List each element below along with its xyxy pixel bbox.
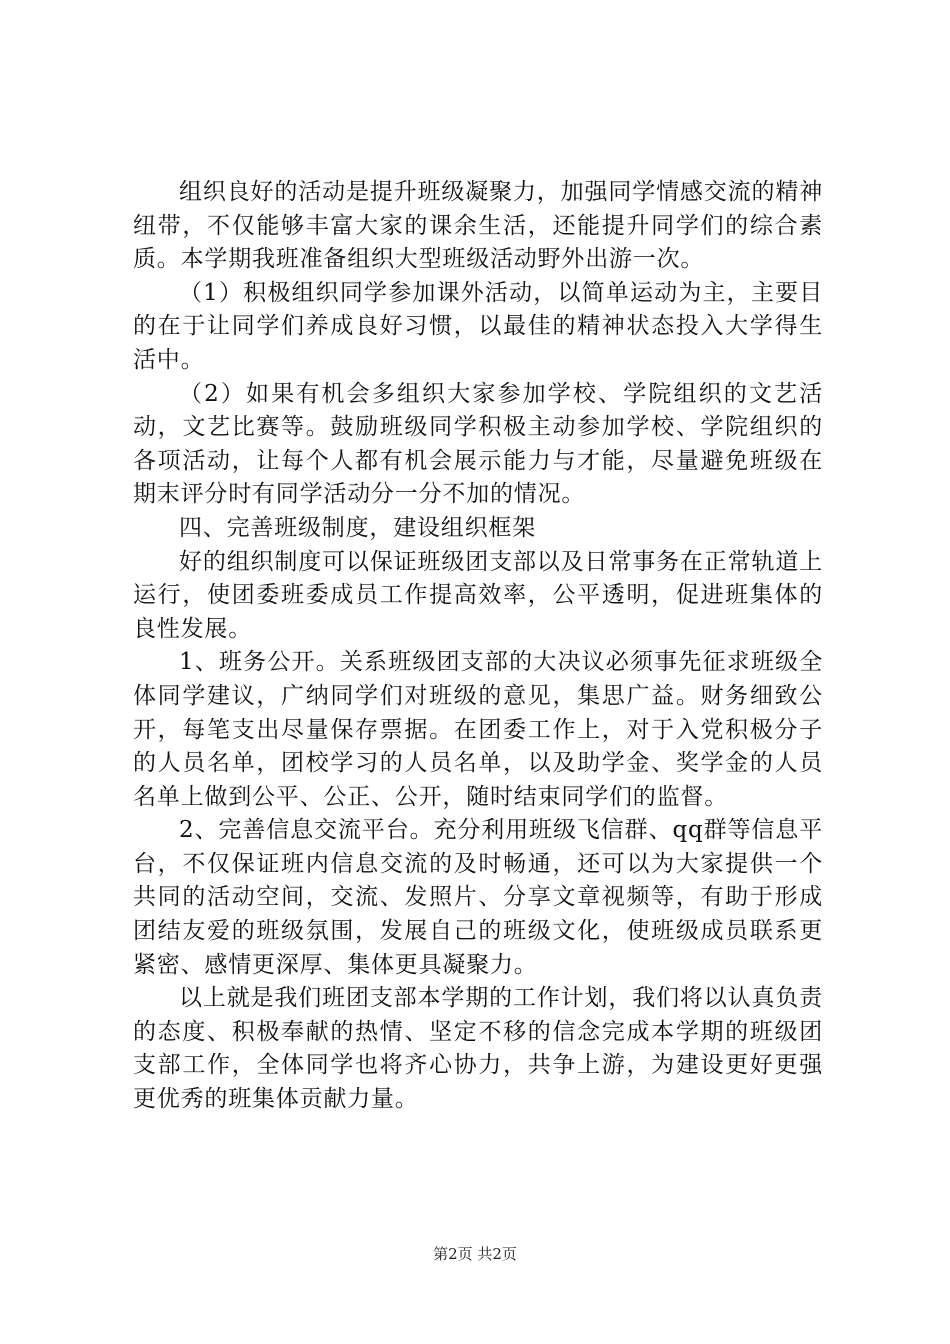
paragraph-item-2-arts: （2）如果有机会多组织大家参加学校、学院组织的文艺活动，文艺比赛等。鼓励班级同学积极主动参加学校、学院组织的各项活动，让每个人都有机会展示能力与才能，尽量避免班级在期末评分时有同学活动分一分不加的情况。 <box>133 380 823 508</box>
paragraph-system-intro: 好的组织制度可以保证班级团支部以及日常事务在正常轨道上运行，使团委班委成员工作提高效率，公平透明，促进班集体的良性发展。 <box>133 548 823 642</box>
section-heading-four: 四、完善班级制度，建设组织框架 <box>179 514 536 541</box>
paragraph-point-2-platform: 2、完善信息交流平台。充分利用班级飞信群、qq群等信息平台，不仅保证班内信息交流的及时畅通，还可以为大家提供一个共同的活动空间，交流、发照片、分享文章视频等，有助于形成团结友爱的班级氛围，发展自己的班级文化，使班级成员联系更紧密、感情更深厚、集体更具凝聚力。 <box>133 817 823 978</box>
paragraph-conclusion: 以上就是我们班团支部本学期的工作计划，我们将以认真负责的态度、积极奉献的热情、坚定不移的信念完成本学期的班级团支部工作，全体同学也将齐心协力，共争上游，为建设更好更强更优秀的班集体贡献力量。 <box>133 985 823 1113</box>
paragraph-activities-intro: 组织良好的活动是提升班级凝聚力，加强同学情感交流的精神纽带，不仅能够丰富大家的课余生活，还能提升同学们的综合素质。本学期我班准备组织大型班级活动野外出游一次。 <box>133 179 823 273</box>
paragraph-item-1-outdoor: （1）积极组织同学参加课外活动，以简单运动为主，主要目的在于让同学们养成良好习惯，以最佳的精神状态投入大学得生活中。 <box>133 279 823 373</box>
paragraph-point-1-transparency: 1、班务公开。关系班级团支部的大决议必须事先征求班级全体同学建议，广纳同学们对班级的意见，集思广益。财务细致公开，每笔支出尽量保存票据。在团委工作上，对于入党积极分子的人员名单，团校学习的人员名单，以及助学金、奖学金的人员名单上做到公平、公正、公开，随时结束同学们的监督。 <box>133 649 823 810</box>
document-body <box>133 176 823 1117</box>
page-footer: 第2页 共2页 <box>433 1245 517 1263</box>
